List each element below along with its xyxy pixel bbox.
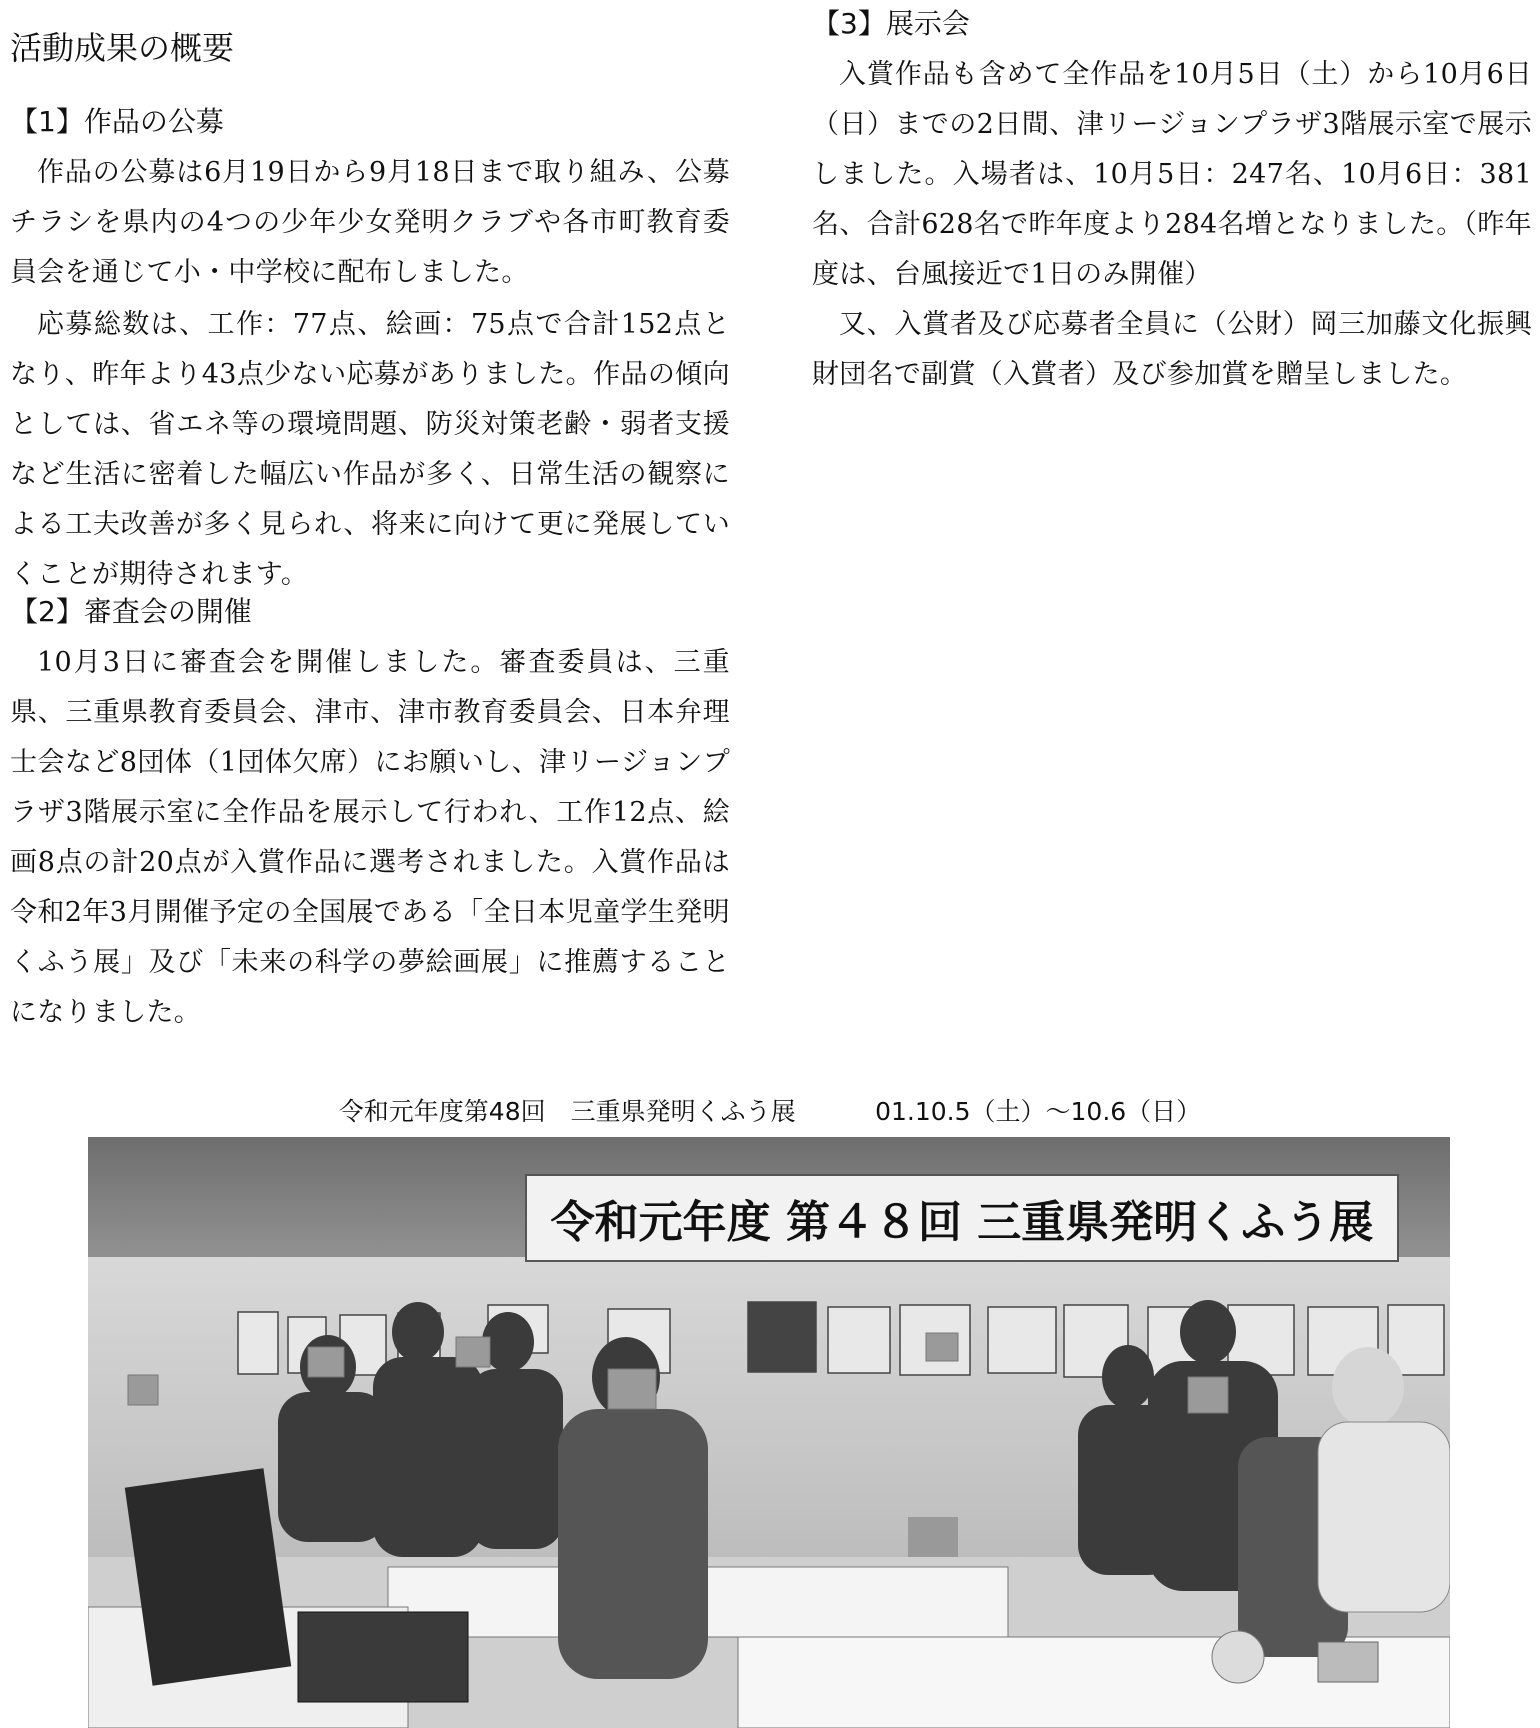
section-3-paragraph-2: 又、入賞者及び応募者全員に（公財）岡三加藤文化振興財団名で副賞（入賞者）及び参加賞を贈呈しました。 [812, 309, 1532, 390]
page-title: 活動成果の概要 [10, 29, 235, 67]
section-1-paragraph-2: 応募総数は、工作：77点、絵画：75点で合計152点となり、昨年より43点少ない応募がありました。作品の傾向としては、省エネ等の環境問題、防災対策老齢・弱者支援など生活に密着した幅広い作品が多く、日常生活の観察による工夫改善が多く見られ、将来に向けて更に発展していくことが期待されます。 [10, 309, 730, 590]
section-heading-1: 【1】作品の公募 [10, 105, 224, 138]
section-1-paragraph-1: 作品の公募は6月19日から9月18日まで取り組み、公募チラシを県内の4つの少年少女発明クラブや各市町教育委員会を通じて小・中学校に配布しました。 [10, 157, 730, 288]
section-heading-2: 【2】審査会の開催 [10, 595, 252, 628]
event-banner-text: 令和元年度 第４８回 三重県発明くふう展 [550, 1197, 1374, 1248]
photo-caption [0, 1094, 1540, 1130]
section-heading-3: 【3】展示会 [812, 7, 970, 40]
section-3-paragraph-1: 入賞作品も含めて全作品を10月5日（土）から10月6日（日）までの2日間、津リージョンプラザ3階展示室で展示しました。入場者は、10月5日：247名、10月6日：381名、合計628名で昨年度より284名増となりました。（昨年度は、台風接近で1日のみ開催） [812, 59, 1532, 290]
photo-caption-date: 01.10.5（土）～10.6（日） [875, 1097, 1202, 1126]
photo-caption-event: 令和元年度第48回 三重県発明くふう展 [338, 1097, 796, 1126]
section-2-paragraph-1: 10月3日に審査会を開催しました。審査委員は、三重県、三重県教育委員会、津市、津市教育委員会、日本弁理士会など8団体（1団体欠席）にお願いし、津リージョンプラザ3階展示室に全作品を展示して行われ、工作12点、絵画8点の計20点が入賞作品に選考されました。入賞作品は令和2年3月開催予定の全国展である「全日本児童学生発明くふう展」及び「未来の科学の夢絵画展」に推薦することになりました。 [10, 647, 730, 1028]
exhibition-photo-image [88, 1137, 1450, 1728]
exhibition-photo [88, 1137, 1450, 1728]
